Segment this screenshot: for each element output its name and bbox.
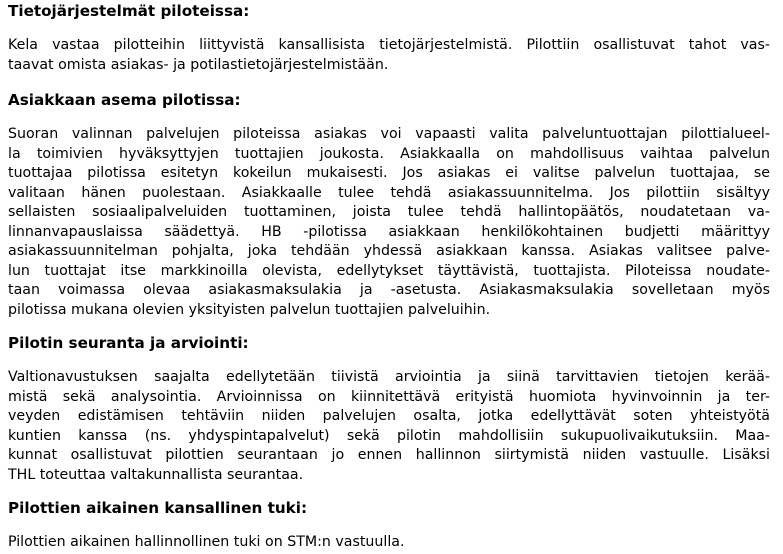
paragraph-line: veyden edistämisen tehtäviin niiden palvelujen osalta, jotka edellyttävät soten yhteistyötä bbox=[8, 408, 770, 424]
section-heading-client-position: Asiakkaan asema pilotissa: bbox=[8, 91, 241, 109]
paragraph-line: THL toteuttaa valtakunnallista seurantaa. bbox=[8, 466, 304, 483]
section-heading-monitoring-evaluation: Pilotin seuranta ja arviointi: bbox=[8, 334, 249, 352]
paragraph-line: la toimivien hyväksyttyjen tuottajien joukosta. Asiakkaalla on mahdollisuus vaihtaa palvelun bbox=[8, 145, 770, 162]
section-paragraph-information-systems bbox=[8, 36, 770, 75]
paragraph-line: pilotissa mukana olevien yksityisten palvelun tuottajien palveluihin. bbox=[8, 301, 491, 318]
paragraph-line: valitaan hänen puolestaan. Asiakkaalle tulee tehdä asiakassuunnitelma. Jos pilottiin sisältyy bbox=[8, 184, 770, 201]
paragraph-line: Kela vastaa pilotteihin liittyvistä kansallisista tietojärjestelmistä. Pilottiin osallistuvat tahot vas- bbox=[8, 37, 770, 53]
paragraph-line: Suoran valinnan palvelujen piloteissa asiakas voi vapaasti valita palveluntuottajan pilottialueel- bbox=[8, 126, 770, 142]
section-heading-national-support: Pilottien aikainen kansallinen tuki: bbox=[8, 499, 308, 517]
section-heading-information-systems: Tietojärjestelmät piloteissa: bbox=[8, 2, 250, 20]
paragraph-line: taan voimassa olevaa asiakasmaksulakia ja -asetusta. Asiakasmaksulakia sovelletaan myös bbox=[8, 282, 770, 298]
paragraph-line: kuntien kanssa (ns. yhdyspintapalvelut) sekä pilotin mahdollisiin sukupuolivaikutuksiin. Maa- bbox=[8, 427, 770, 444]
paragraph-line: lun tuottajat itse markkinoilla olevista, edellytykset täyttävistä, tuottajista. Piloteissa noudate- bbox=[8, 262, 770, 279]
paragraph-line: Pilottien aikainen hallinnollinen tuki on STM:n vastuulla. bbox=[8, 534, 405, 550]
paragraph-line: sellaisten sosiaalipalveluiden tuottaminen, joista tulee tehdä hallintopäätös, noudatetaan va- bbox=[8, 204, 770, 220]
paragraph-line: mistä sekä analysointia. Arvioinnissa on kiinnitettävä erityistä huomiota hyvinvoinnin ja ter- bbox=[8, 388, 770, 405]
paragraph-line: kunnat osallistuvat pilottien seurantaan jo ennen hallinnon siirtymistä niiden vastuulle. Lisäksi bbox=[8, 447, 770, 463]
paragraph-line: linnanvapauslaissa säädettyä. HB -pilotissa asiakkaan henkilökohtainen budjetti määrittyy bbox=[8, 223, 770, 240]
paragraph-line: tuottajaa pilotissa esitetyn kokeilun mukaisesti. Jos asiakas ei valitse palvelun tuottajaa, se bbox=[8, 165, 770, 181]
paragraph-line: taavat omista asiakas- ja potilastietojärjestelmistään. bbox=[8, 56, 389, 73]
section-paragraph-monitoring-evaluation bbox=[8, 368, 770, 485]
section-paragraph-national-support bbox=[8, 533, 770, 553]
paragraph-line: asiakassuunnitelman pohjalta, joka tehdään yhdessä asiakkaan kanssa. Asiakas valitsee palve- bbox=[8, 243, 770, 259]
paragraph-line: Valtionavustuksen saajalta edellytetään tiivistä arviointia ja siinä tarvittavien tietojen kerää- bbox=[8, 369, 770, 385]
section-paragraph-client-position bbox=[8, 125, 770, 320]
